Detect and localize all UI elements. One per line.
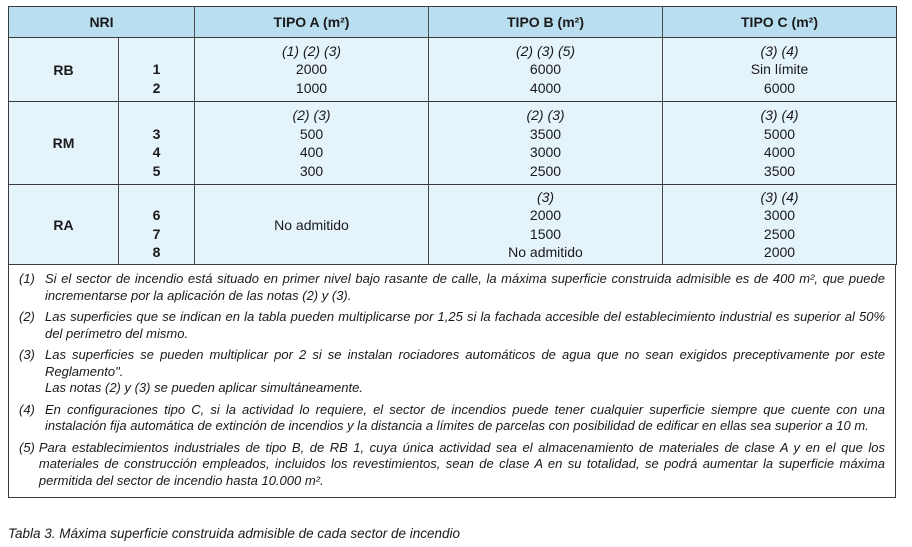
cell-value: 3500: [763, 162, 796, 179]
footnote-number: (1): [19, 271, 35, 286]
footnotes: [8, 265, 896, 498]
level-6: 6: [152, 207, 161, 223]
cell-value: 1000: [295, 79, 328, 96]
footnote-4: [19, 402, 885, 435]
tipo-a-rm: [195, 102, 429, 185]
nri-ra: RA: [9, 185, 119, 265]
table-row-rb: [9, 38, 897, 102]
level-7: 7: [152, 225, 161, 242]
level-8: 8: [152, 244, 161, 260]
nri-rb: RB: [9, 38, 119, 102]
note-ref: (3) (4): [760, 42, 799, 59]
footnote-number: (4): [19, 401, 35, 417]
cell-value: 500: [299, 125, 324, 142]
footnote-text: Las superficies se pueden multiplicar por 2 si se instalan rociadores automáticos de agua que no sean exigidos preceptivamente por este Reglamento".: [45, 347, 885, 379]
cell-value: 2500: [763, 225, 796, 242]
footnote-text: Las superficies que se indican en la tabla pueden multiplicarse por 1,25 si la fachada accesible del establecimiento industrial es superior al 50% del perímetro del mismo.: [45, 309, 885, 341]
note-ref: (2) (3): [292, 107, 331, 123]
cell-value: 5000: [763, 125, 796, 142]
cell-value: 2500: [529, 162, 562, 179]
note-ref: (2) (3) (5): [515, 42, 576, 59]
note-ref: (1) (2) (3): [281, 42, 342, 59]
tipo-a-rb: [195, 38, 429, 102]
levels-ra: [119, 185, 195, 265]
levels-rm: [119, 102, 195, 185]
header-tipo-c: TIPO C (m²): [663, 7, 897, 38]
cell-value: 300: [299, 162, 324, 179]
note-ref: (3) (4): [760, 107, 799, 123]
header-tipo-a: TIPO A (m²): [195, 7, 429, 38]
cell-value: No admitido: [508, 244, 583, 260]
tipo-b-rb: [429, 38, 663, 102]
table-row-rm: [9, 102, 897, 185]
table-caption: Tabla 3. Máxima superficie construida admisible de cada sector de incendio: [8, 526, 460, 541]
table-row-ra: [9, 185, 897, 265]
cell-value: 6000: [529, 61, 562, 78]
table-header-row: [9, 7, 897, 38]
footnote-number: (2): [19, 309, 35, 324]
tipo-b-ra: [429, 185, 663, 265]
note-ref: (3): [536, 188, 555, 205]
footnote-text: Si el sector de incendio está situado en primer nivel bajo rasante de calle, la máxima superficie construida admisible es de 400 m², que puede incrementarse por la aplicación de las notas (2) y (3).: [45, 271, 885, 303]
fire-sector-table: [8, 6, 897, 265]
header-tipo-b: TIPO B (m²): [429, 7, 663, 38]
nri-rm: RM: [9, 102, 119, 185]
level-5: 5: [152, 162, 161, 179]
cell-value: 1500: [529, 225, 562, 242]
tipo-c-rb: [663, 38, 897, 102]
level-2: 2: [152, 79, 161, 96]
footnote-text: Para establecimientos industriales de tipo B, de RB 1, cuya única actividad sea el almacenamiento de materiales de clase A y en el que los materiales de construcción empleados, incluidos los revestimientos, sean de clase A en su totalidad, se podrá aumentar la superficie máxima permitida del sector de incendio hasta 10.000 m².: [38, 439, 885, 488]
tipo-b-rm: [429, 102, 663, 185]
tipo-c-rm: [663, 102, 897, 185]
note-ref: (2) (3): [526, 107, 565, 123]
footnote-3: [19, 347, 885, 397]
cell-value: 2000: [529, 207, 562, 223]
header-nri: NRI: [9, 7, 195, 38]
level-1: 1: [152, 61, 161, 78]
cell-value: 2000: [295, 61, 328, 78]
footnote-2: [19, 309, 885, 342]
footnote-5: [19, 440, 885, 490]
cell-value: 400: [299, 144, 324, 160]
footnote-number: (5): [19, 439, 35, 455]
cell-value: 4000: [763, 144, 796, 160]
level-4: 4: [152, 144, 161, 160]
tipo-c-ra: [663, 185, 897, 265]
note-ref: (3) (4): [760, 188, 799, 205]
footnote-text: En configuraciones tipo C, si la actividad lo requiere, el sector de incendios puede tener cualquier superficie siempre que cuente con una instalación fija automática de extinción de incendios y la distancia a límites de parcelas con posibilidad de edificar en ellas sea superior a 10 m.: [45, 401, 885, 433]
cell-value: 3000: [763, 207, 796, 223]
fire-sector-table-container: [8, 6, 896, 498]
footnote-1: [19, 271, 885, 304]
level-3: 3: [152, 125, 161, 142]
tipo-a-ra: No admitido: [195, 185, 429, 265]
footnote-number: (3): [19, 347, 35, 362]
cell-value: 2000: [763, 244, 796, 260]
footnote-extra: Las notas (2) y (3) se pueden aplicar simultáneamente.: [45, 380, 363, 395]
levels-rb: [119, 38, 195, 102]
cell-value: 3000: [529, 144, 562, 160]
cell-value: Sin límite: [750, 61, 809, 78]
cell-value: 4000: [529, 79, 562, 96]
cell-value: 3500: [529, 125, 562, 142]
cell-value: 6000: [763, 79, 796, 96]
